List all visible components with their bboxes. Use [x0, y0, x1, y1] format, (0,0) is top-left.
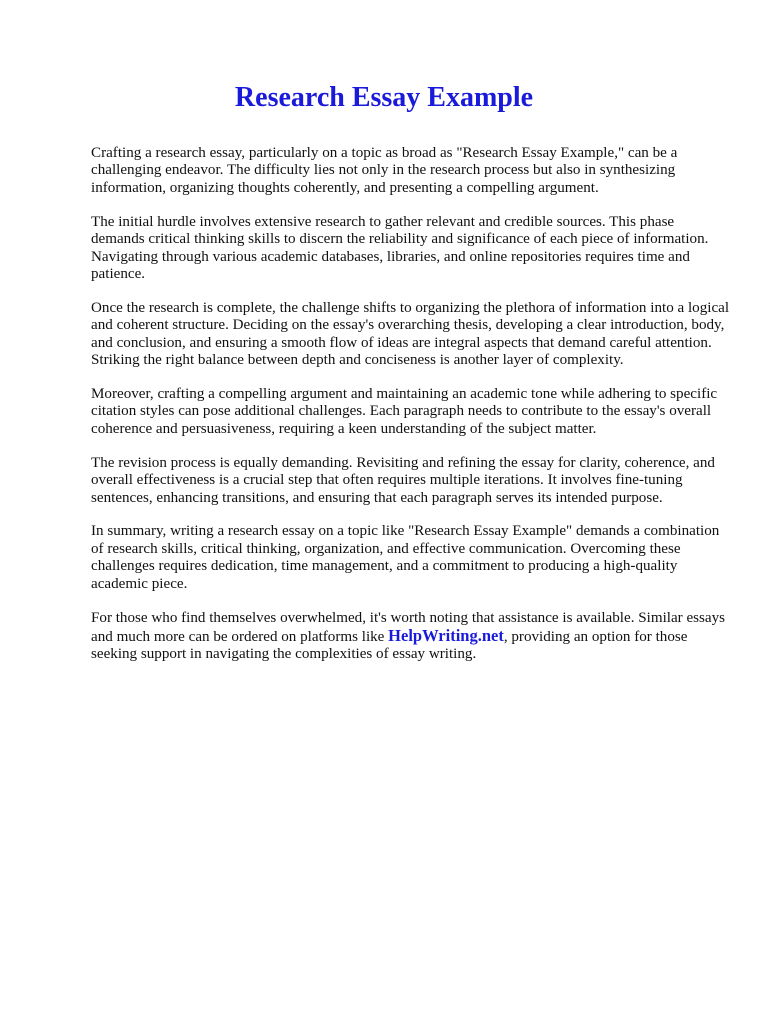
helpwriting-link[interactable]: HelpWriting.net [388, 625, 504, 645]
essay-body [91, 145, 731, 680]
paragraph-7 [91, 610, 731, 664]
paragraph-7-text-before: For those who find themselves overwhelmed, it's worth noting that assistance is available. Similar essays and much more can be ordered on platforms like [91, 609, 726, 645]
page-title: Research Essay Example [234, 82, 534, 113]
paragraph-3: Once the research is complete, the challenge shifts to organizing the plethora of information into a logical and coherent structure. Deciding on the essay's overarching thesis, developing a clear introduction, body, and conclusion, and ensuring a smooth flow of ideas are integral aspects that demand careful attention. Striking the right balance between depth and conciseness is another layer of complexity. [91, 299, 730, 369]
paragraph-6: In summary, writing a research essay on a topic like "Research Essay Example" demands a combination of research skills, critical thinking, organization, and effective communication. Overcoming these challenges requires dedication, time management, and a commitment to producing a high-quality academic piece. [91, 523, 720, 592]
paragraph-4: Moreover, crafting a compelling argument and maintaining an academic tone while adhering to specific citation styles can pose additional challenges. Each paragraph needs to contribute to the essay's overall coherence and persuasiveness, requiring a keen understanding of the subject matter. [91, 385, 718, 437]
paragraph-5: The revision process is equally demanding. Revisiting and refining the essay for clarity, coherence, and overall effectiveness is a crucial step that often requires multiple iterations. It involves fine-tuning sentences, enhancing transitions, and ensuring that each paragraph serves its intended purpose. [91, 454, 715, 506]
paragraph-2: The initial hurdle involves extensive research to gather relevant and credible sources. This phase demands critical thinking skills to discern the reliability and significance of each piece of information. Navigating through various academic databases, libraries, and online repositories requires time and patience. [91, 213, 709, 282]
paragraph-7-text-after: , providing an option for those seeking support in navigating the complexities of essay writing. [91, 628, 688, 663]
paragraph-1: Crafting a research essay, particularly on a topic as broad as "Research Essay Example," can be a challenging endeavor. The difficulty lies not only in the research process but also in synthesizing information, organizing thoughts coherently, and presenting a compelling argument. [91, 145, 678, 196]
